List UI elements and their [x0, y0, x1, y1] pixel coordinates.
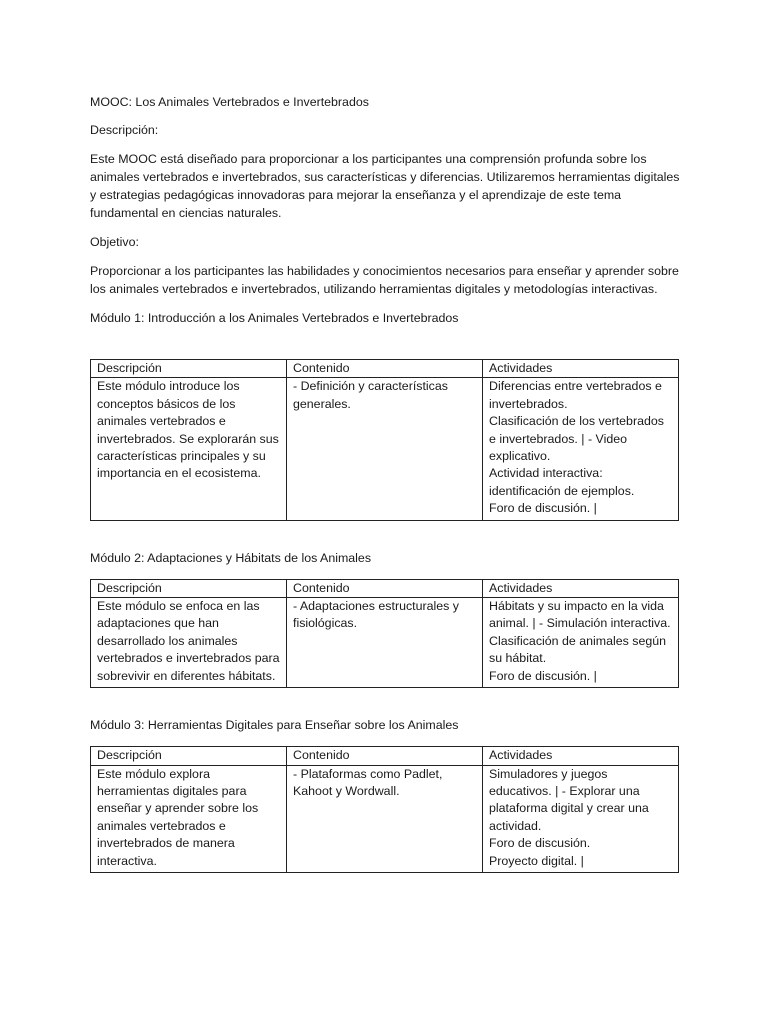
- objective-text: Proporcionar a los participantes las habilidades y conocimientos necesarios para enseñar y aprender sobre los animales vertebrados e invertebrados, utilizando herramientas digitales y metodologías interactivas.: [90, 264, 679, 296]
- document-title: MOOC: Los Animales Vertebrados e Invertebrados: [90, 95, 369, 109]
- table-header-row: [91, 360, 679, 378]
- description-text: Este MOOC está diseñado para proporcionar a los participantes una comprensión profunda sobre los animales vertebrados e invertebrados, sus características y diferencias. Utilizaremos herramientas digitales y estrategias pedagógicas innovadoras para mejorar la enseñanza y el aprendizaje de este tema fundamental en ciencias naturales.: [90, 152, 680, 220]
- activity-item: Diferencias entre vertebrados e invertebrados.: [489, 379, 662, 411]
- table-header-row: [91, 579, 679, 597]
- document-page: [90, 93, 682, 873]
- header-descripcion: Descripción: [91, 579, 287, 597]
- activity-item: Foro de discusión. |: [489, 501, 597, 516]
- header-descripcion: Descripción: [91, 747, 287, 765]
- activity-item: Clasificación de animales según su hábitat.: [489, 633, 667, 666]
- table-row: [91, 765, 679, 872]
- module-3-table: [90, 746, 679, 873]
- activity-item: Actividad interactiva: identificación de ejemplos.: [489, 466, 635, 498]
- header-contenido: Contenido: [287, 747, 483, 765]
- module-1-heading: Módulo 1: Introducción a los Animales Vertebrados e Invertebrados: [90, 311, 459, 325]
- table-header-row: [91, 747, 679, 765]
- module-3-actividades: [483, 765, 679, 872]
- activity-item: Foro de discusión. |: [489, 668, 597, 683]
- module-2-actividades: [483, 598, 679, 688]
- activity-item: Clasificación de los vertebrados e invertebrados. | - Video explicativo.: [489, 414, 664, 464]
- module-1-contenido: - Definición y características generales.: [287, 378, 483, 520]
- module-2-contenido: - Adaptaciones estructurales y fisiológicas.: [287, 598, 483, 688]
- table-row: [91, 378, 679, 520]
- header-contenido: Contenido: [287, 579, 483, 597]
- description-heading: Descripción:: [90, 123, 159, 137]
- module-2-table: [90, 579, 679, 688]
- objective-heading: Objetivo:: [90, 235, 139, 249]
- header-actividades: Actividades: [483, 360, 679, 378]
- activity-item: Simuladores y juegos educativos. | - Explorar una plataforma digital y crear una actividad.: [489, 766, 649, 833]
- module-3-descripcion: Este módulo explora herramientas digitales para enseñar y aprender sobre los animales vertebrados e invertebrados de manera interactiva.: [91, 765, 287, 872]
- header-descripcion: Descripción: [91, 360, 287, 378]
- module-1-table: [90, 359, 679, 521]
- table-row: [91, 598, 679, 688]
- activity-item: Hábitats y su impacto en la vida animal. | - Simulación interactiva.: [489, 599, 671, 631]
- module-3-heading: Módulo 3: Herramientas Digitales para Enseñar sobre los Animales: [90, 718, 459, 733]
- module-1-descripcion: Este módulo introduce los conceptos básicos de los animales vertebrados e invertebrados. Se explorarán sus características principales y su importancia en el ecosistema.: [91, 378, 287, 520]
- header-contenido: Contenido: [287, 360, 483, 378]
- module-2-heading: Módulo 2: Adaptaciones y Hábitats de los Animales: [90, 550, 372, 565]
- module-3-contenido: - Plataformas como Padlet, Kahoot y Wordwall.: [287, 765, 483, 872]
- header-actividades: Actividades: [483, 747, 679, 765]
- header-actividades: Actividades: [483, 579, 679, 597]
- module-1-actividades: [483, 378, 679, 520]
- activity-item: Proyecto digital. |: [489, 853, 584, 868]
- activity-item: Foro de discusión.: [489, 836, 591, 851]
- module-2-descripcion: Este módulo se enfoca en las adaptaciones que han desarrollado los animales vertebrados e invertebrados para sobrevivir en diferentes hábitats.: [91, 598, 287, 688]
